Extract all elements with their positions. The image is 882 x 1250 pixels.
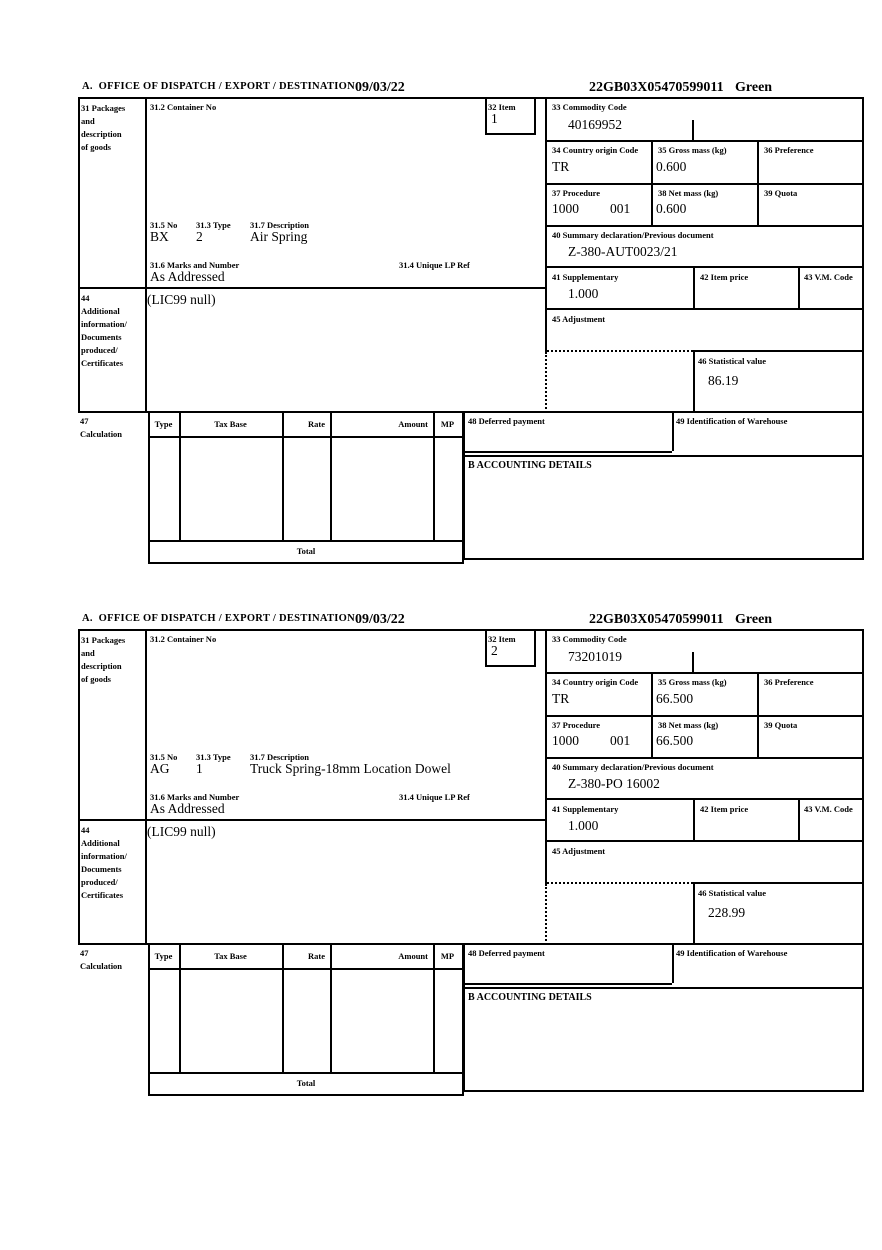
divider [78, 629, 80, 945]
goods-description-value: Truck Spring-18mm Location Dowel [250, 761, 451, 776]
box40-summary-declaration-label: 40 Summary declaration/Previous document [552, 230, 714, 240]
divider [545, 840, 864, 842]
box32-item-label: 32 Item [488, 102, 516, 112]
goods-description-value: Air Spring [250, 229, 308, 244]
divider [757, 672, 759, 757]
total-label: Total [296, 1078, 316, 1088]
box49-warehouse-label: 49 Identification of Warehouse [676, 416, 788, 426]
additional-information-value: (LIC99 null) [147, 292, 216, 307]
box31-2-container-no-label: 31.2 Container No [150, 634, 217, 644]
divider [757, 140, 759, 225]
divider [534, 97, 536, 135]
box31-4-unique-lp-label: 31.4 Unique LP Ref [399, 260, 470, 270]
box36-preference-label: 36 Preference [764, 677, 814, 687]
previous-document-value: Z-380-AUT0023/21 [568, 244, 678, 259]
declaration-date: 09/03/22 [355, 80, 405, 95]
box32-item-value: 1 [491, 111, 498, 126]
packages-no-value: BX [150, 229, 169, 244]
box42-item-price-label: 42 Item price [700, 804, 749, 814]
divider [148, 1094, 464, 1096]
packages-type-value: 2 [196, 229, 203, 244]
divider [463, 1090, 864, 1092]
declaration-item-block-2 [78, 613, 864, 1097]
box41-supplementary-label: 41 Supplementary [552, 804, 619, 814]
packages-no-value: AG [150, 761, 170, 776]
box46-statistical-value-label: 46 Statistical value [698, 888, 766, 898]
procedure-code2-value: 001 [610, 733, 631, 748]
divider [78, 629, 864, 631]
divider [148, 968, 464, 970]
box31-7-description-label: 31.7 Description [250, 220, 310, 230]
divider [693, 266, 695, 308]
procedure-code2-value: 001 [610, 201, 631, 216]
procedure-value: 1000 [552, 733, 579, 748]
declaration-item-block-1 [78, 81, 864, 565]
divider [463, 558, 864, 560]
divider [145, 629, 147, 945]
box32-item-value: 2 [491, 643, 498, 658]
col-rate-header: Rate [308, 419, 325, 429]
divider [545, 308, 864, 310]
box38-net-mass-label: 38 Net mass (kg) [658, 720, 719, 730]
divider [547, 350, 693, 352]
procedure-value: 1000 [552, 201, 579, 216]
marks-and-number-value: As Addressed [150, 269, 225, 284]
divider [148, 436, 464, 438]
box44-additional-info-label: 44 Additional information/ Documents produced/ Certificates [81, 825, 127, 900]
divider [463, 455, 864, 457]
packages-type-value: 1 [196, 761, 203, 776]
divider [693, 882, 695, 943]
divider [485, 629, 487, 667]
commodity-code-value: 73201019 [568, 649, 622, 664]
divider [862, 629, 864, 1090]
divider [545, 183, 864, 185]
box31-6-marks-label: 31.6 Marks and Number [150, 792, 240, 802]
divider [145, 97, 147, 413]
box38-net-mass-label: 38 Net mass (kg) [658, 188, 719, 198]
office-of-dispatch-header: A. OFFICE OF DISPATCH / EXPORT / DESTINATION [82, 81, 356, 92]
box47-calculation-label: 47 Calculation [80, 948, 123, 971]
divider [148, 540, 464, 542]
box43-vm-code-label: 43 V.M. Code [804, 804, 853, 814]
divider [463, 451, 672, 453]
box36-preference-label: 36 Preference [764, 145, 814, 155]
box39-quota-label: 39 Quota [764, 188, 798, 198]
box40-summary-declaration-label: 40 Summary declaration/Previous document [552, 762, 714, 772]
box49-warehouse-label: 49 Identification of Warehouse [676, 948, 788, 958]
box48-deferred-payment-label: 48 Deferred payment [468, 948, 545, 958]
net-mass-value: 66.500 [656, 733, 694, 748]
divider [798, 266, 800, 308]
accounting-details-label: B ACCOUNTING DETAILS [468, 992, 592, 1003]
divider [463, 987, 864, 989]
box31-5-no-label: 31.5 No [150, 752, 178, 762]
box48-deferred-payment-label: 48 Deferred payment [468, 416, 545, 426]
box45-adjustment-label: 45 Adjustment [552, 846, 606, 856]
office-of-dispatch-header: A. OFFICE OF DISPATCH / EXPORT / DESTINATION [82, 613, 356, 624]
commodity-code-tick [692, 120, 694, 140]
box34-country-origin-label: 34 Country origin Code [552, 145, 639, 155]
box35-gross-mass-label: 35 Gross mass (kg) [658, 677, 727, 687]
country-origin-value: TR [552, 691, 570, 706]
supplementary-value: 1.000 [568, 818, 599, 833]
col-mp-header: MP [440, 951, 455, 961]
divider [693, 350, 864, 352]
divider [545, 352, 547, 413]
divider [545, 140, 864, 142]
divider [545, 798, 864, 800]
box45-adjustment-label: 45 Adjustment [552, 314, 606, 324]
country-origin-value: TR [552, 159, 570, 174]
box33-commodity-code-label: 33 Commodity Code [552, 102, 627, 112]
divider [545, 225, 864, 227]
routing-status: Green [735, 612, 773, 627]
previous-document-value: Z-380-PO 16002 [568, 776, 660, 791]
gross-mass-value: 0.600 [656, 159, 687, 174]
box31-packages-label: 31 Packages and description of goods [81, 635, 126, 684]
divider [148, 1072, 464, 1074]
box31-3-type-label: 31.3 Type [196, 752, 231, 762]
col-tax-base-header: Tax Base [214, 419, 247, 429]
divider [78, 411, 864, 413]
divider [545, 715, 864, 717]
supplementary-value: 1.000 [568, 286, 599, 301]
divider [651, 140, 653, 225]
divider [485, 133, 536, 135]
col-type-header: Type [154, 419, 173, 429]
divider [463, 983, 672, 985]
box43-vm-code-label: 43 V.M. Code [804, 272, 853, 282]
divider [693, 882, 864, 884]
divider [651, 672, 653, 757]
accounting-details-label: B ACCOUNTING DETAILS [468, 460, 592, 471]
divider [78, 97, 80, 413]
divider [672, 943, 674, 983]
box42-item-price-label: 42 Item price [700, 272, 749, 282]
total-label: Total [296, 546, 316, 556]
box31-4-unique-lp-label: 31.4 Unique LP Ref [399, 792, 470, 802]
box47-calculation-label: 47 Calculation [80, 416, 123, 439]
box44-additional-info-label: 44 Additional information/ Documents produced/ Certificates [81, 293, 127, 368]
box46-statistical-value-label: 46 Statistical value [698, 356, 766, 366]
statistical-value: 86.19 [708, 373, 739, 388]
divider [463, 943, 465, 1090]
col-rate-header: Rate [308, 951, 325, 961]
divider [485, 665, 536, 667]
marks-and-number-value: As Addressed [150, 801, 225, 816]
col-amount-header: Amount [398, 419, 428, 429]
movement-reference-number: 22GB03X05470599011 [589, 612, 724, 627]
divider [547, 882, 693, 884]
divider [78, 819, 545, 821]
col-amount-header: Amount [398, 951, 428, 961]
divider [862, 97, 864, 558]
box39-quota-label: 39 Quota [764, 720, 798, 730]
divider [693, 798, 695, 840]
box31-7-description-label: 31.7 Description [250, 752, 310, 762]
divider [78, 287, 545, 289]
divider [693, 350, 695, 411]
box37-procedure-label: 37 Procedure [552, 188, 601, 198]
box31-2-container-no-label: 31.2 Container No [150, 102, 217, 112]
divider [148, 562, 464, 564]
box37-procedure-label: 37 Procedure [552, 720, 601, 730]
divider [545, 672, 864, 674]
divider [78, 943, 864, 945]
col-mp-header: MP [440, 419, 455, 429]
commodity-code-value: 40169952 [568, 117, 622, 132]
declaration-date: 09/03/22 [355, 612, 405, 627]
divider [545, 757, 864, 759]
movement-reference-number: 22GB03X05470599011 [589, 80, 724, 95]
divider [672, 411, 674, 451]
box34-country-origin-label: 34 Country origin Code [552, 677, 639, 687]
divider [78, 97, 864, 99]
statistical-value: 228.99 [708, 905, 746, 920]
divider [485, 97, 487, 135]
divider [463, 411, 465, 558]
col-tax-base-header: Tax Base [214, 951, 247, 961]
net-mass-value: 0.600 [656, 201, 687, 216]
divider [534, 629, 536, 667]
gross-mass-value: 66.500 [656, 691, 694, 706]
box33-commodity-code-label: 33 Commodity Code [552, 634, 627, 644]
box31-packages-label: 31 Packages and description of goods [81, 103, 126, 152]
routing-status: Green [735, 80, 773, 95]
additional-information-value: (LIC99 null) [147, 824, 216, 839]
box31-6-marks-label: 31.6 Marks and Number [150, 260, 240, 270]
box35-gross-mass-label: 35 Gross mass (kg) [658, 145, 727, 155]
box31-3-type-label: 31.3 Type [196, 220, 231, 230]
divider [798, 798, 800, 840]
divider [545, 884, 547, 945]
divider [545, 266, 864, 268]
box41-supplementary-label: 41 Supplementary [552, 272, 619, 282]
col-type-header: Type [154, 951, 173, 961]
commodity-code-tick [692, 652, 694, 672]
box31-5-no-label: 31.5 No [150, 220, 178, 230]
box32-item-label: 32 Item [488, 634, 516, 644]
